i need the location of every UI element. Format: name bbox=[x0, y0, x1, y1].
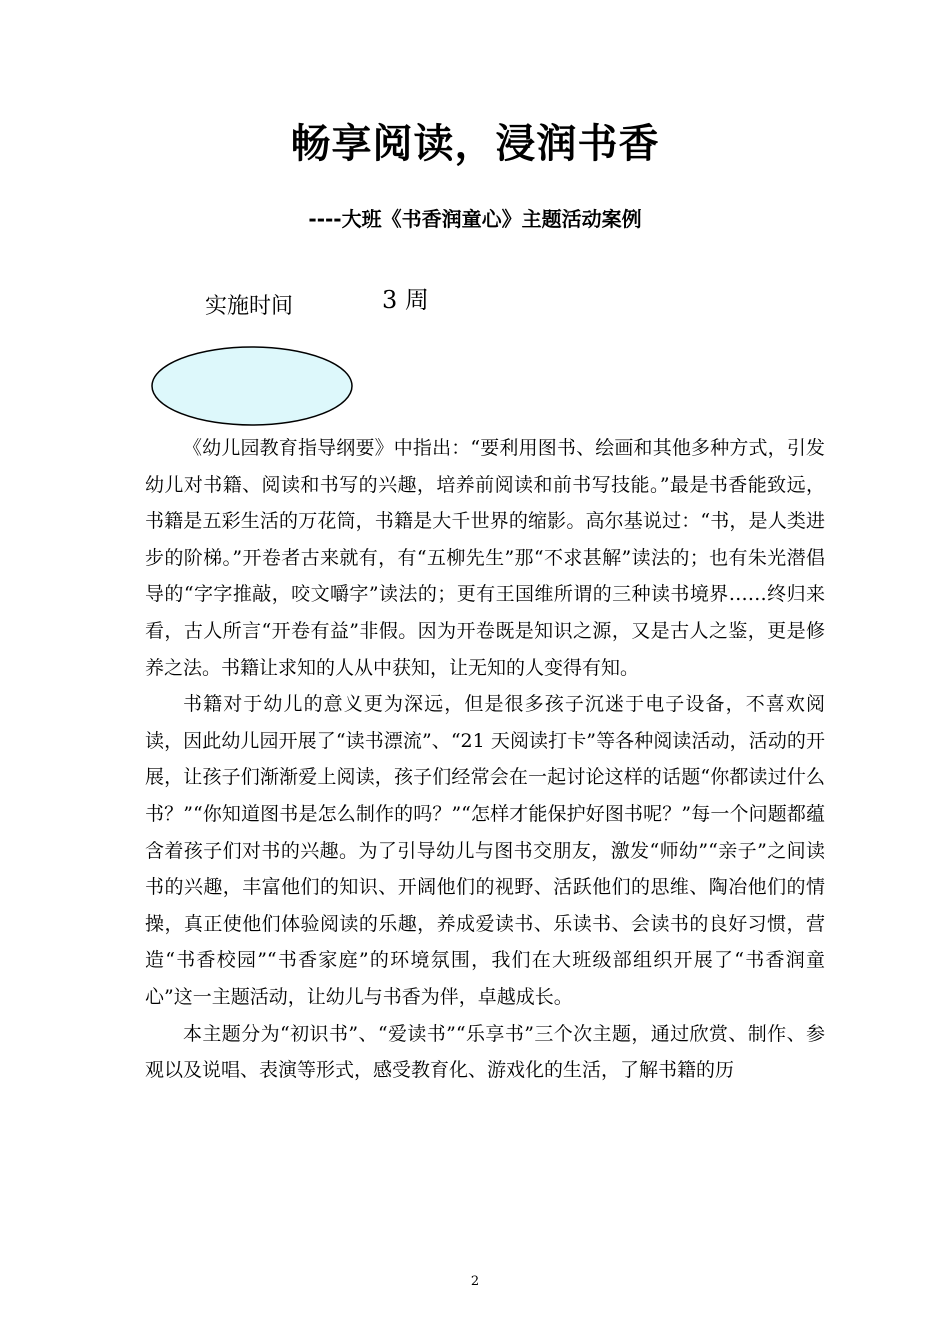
paragraph-2: 书籍对于幼儿的意义更为深远，但是很多孩子沉迷于电子设备，不喜欢阅读，因此幼儿园开展了“读书漂流”、“21 天阅读打卡”等各种阅读活动，活动的开展，让孩子们渐渐爱上阅读，孩子们经常会在一起讨论这样的话题“你都读过什么书？”“你知道图书是怎么制作的吗？”“怎样才能保护好图书呢？”每一个问题都蕴含着孩子们对书的兴趣。为了引导幼儿与图书交朋友，激发“师幼”“亲子”之间读书的兴趣，丰富他们的知识、开阔他们的视野、活跃他们的思维、陶冶他们的情操，真正使他们体验阅读的乐趣，养成爱读书、乐读书、会读书的良好习惯，营造“书香校园”“书香家庭”的环境氛围，我们在大班级部组织开展了“书香润童心”这一主题活动，让幼儿与书香为伴，卓越成长。 bbox=[145, 693, 825, 1008]
implementation-time-value: 3 周 bbox=[382, 286, 429, 314]
document-subtitle: ----大班《书香润童心》主题活动案例 bbox=[308, 207, 642, 231]
decorative-ellipse bbox=[150, 345, 354, 427]
paragraph-1: 《幼儿园教育指导纲要》中指出：“要利用图书、绘画和其他多种方式，引发幼儿对书籍、阅读和书写的兴趣，培养前阅读和前书写技能。”最是书香能致远，书籍是五彩生活的万花筒，书籍是大千世界的缩影。高尔基说过：“书，是人类进步的阶梯。”开卷者古来就有，有“五柳先生”那“不求甚解”读法的；也有朱光潜倡导的“字字推敲，咬文嚼字”读法的；更有王国维所谓的三种读书境界……终归来看，古人所言“开卷有益”非假。因为开卷既是知识之源，又是古人之鉴，更是修养之法。书籍让求知的人从中获知，让无知的人变得有知。 bbox=[145, 437, 825, 679]
paragraph-3: 本主题分为“初识书”、“爱读书”“乐享书”三个次主题，通过欣赏、制作、参观以及说唱、表演等形式，感受教育化、游戏化的生活，了解书籍的历 bbox=[145, 1022, 825, 1082]
page-number: 2 bbox=[470, 1274, 480, 1289]
implementation-time-label: 实施时间 bbox=[205, 294, 294, 319]
document-title: 畅享阅读，浸润书香 bbox=[290, 121, 660, 167]
body-text bbox=[145, 430, 825, 1089]
